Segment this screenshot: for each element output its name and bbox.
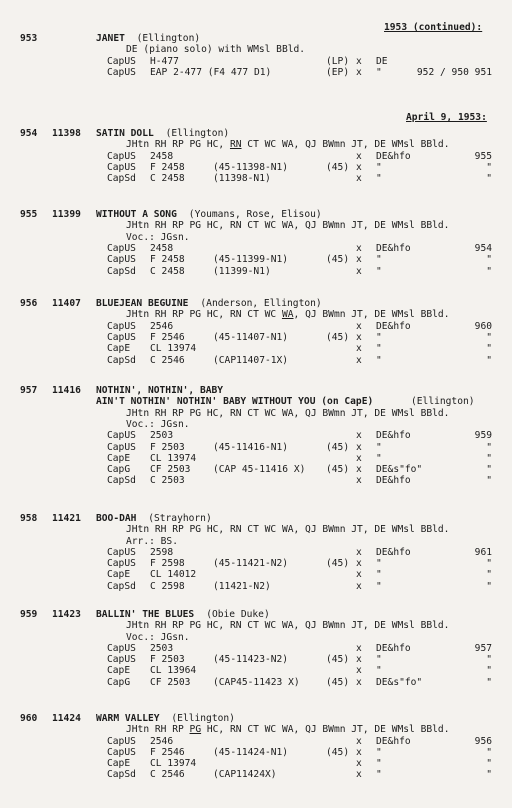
issue-mark: x [356,643,362,654]
personnel-line: JHtn RH RP PG HC, RN CT WC WA, QJ BWmn JT, DE WMsl BBld. [126,620,450,631]
issue-personnel-code: " [376,355,382,366]
cross-reference: " [486,355,492,366]
issue-matrix: (11399-N1) [213,266,271,277]
personnel-line: JHtn RH RP PG HC, RN CT WC WA, QJ BWmn JT, DE WMsl BBld. [126,309,450,320]
issue-mark: x [356,343,362,354]
composer: (Ellington) [136,33,201,44]
session-number: 956 [20,298,38,309]
cross-reference: 960 [474,321,492,332]
issue-number: F 2598 [150,558,185,569]
issue-personnel-code: DE&hfo [376,736,411,747]
issue-mark: x [356,151,362,162]
issue-matrix: (45-11423-N2) [213,654,289,665]
issue-number: 2503 [150,643,174,654]
matrix-number: 11416 [52,385,81,396]
issue-matrix: (45-11398-N1) [213,162,289,173]
issue-personnel-code: " [376,266,382,277]
issue-mark: x [356,758,362,769]
session-number: 954 [20,128,38,139]
issue-personnel-code: DE [376,56,388,67]
matrix-number: 11398 [52,128,81,139]
issue-label: CapUS [107,442,136,453]
issue-label: CapSd [107,266,136,277]
session-number: 958 [20,513,38,524]
issue-label: CapUS [107,321,136,332]
cross-reference: 954 [474,243,492,254]
vocal-credit: Voc.: JGsn. [126,232,190,243]
cross-reference: " [486,343,492,354]
issue-number: 2546 [150,321,174,332]
issue-label: CapUS [107,747,136,758]
personnel-line: JHtn RH RP PG HC, RN CT WC WA, QJ BWmn JT, DE WMsl BBld. [126,220,450,231]
issue-label: CapE [107,569,131,580]
cross-reference: 957 [474,643,492,654]
issue-personnel-code: " [376,758,382,769]
issue-speed: (45) [326,747,350,758]
issue-personnel-code: DE&hfo [376,243,411,254]
issue-number: 2598 [150,547,174,558]
issue-label: CapSd [107,173,136,184]
issue-label: CapG [107,677,131,688]
issue-mark: x [356,558,362,569]
issue-mark: x [356,442,362,453]
issue-speed: (45) [326,654,350,665]
issue-label: CapE [107,343,131,354]
issue-label: CapUS [107,654,136,665]
session-number: 959 [20,609,38,620]
issue-personnel-code: " [376,747,382,758]
personnel-line: JHtn RH RP PG HC, RN CT WC WA, QJ BWmn JT, DE WMsl BBld. [126,139,450,150]
issue-personnel-code: DE&hfo [376,321,411,332]
cross-reference: " [486,665,492,676]
alt-tune-title: AIN'T NOTHIN' NOTHIN' BABY WITHOUT YOU (on CapE) [96,396,374,407]
issue-mark: x [356,243,362,254]
issue-label: CapUS [107,736,136,747]
issue-mark: x [356,453,362,464]
issue-personnel-code: " [376,332,382,343]
session-number: 953 [20,33,38,44]
composer: (Ellington) [165,128,230,139]
issue-mark: x [356,769,362,780]
composer: (Ellington) [171,713,235,724]
issue-speed: (EP) [326,67,350,78]
issue-mark: x [356,665,362,676]
issue-number: CL 13964 [150,665,197,676]
issue-number: C 2458 [150,266,185,277]
issue-personnel-code: " [376,665,382,676]
issue-speed: (45) [326,558,350,569]
matrix-number: 11399 [52,209,81,220]
composer: (Obie Duke) [206,609,270,620]
issue-number: 2458 [150,151,174,162]
tune-title: NOTHIN', NOTHIN', BABY [96,385,224,396]
issue-personnel-code: DE&hfo [376,430,411,441]
personnel-line: JHtn RH RP PG HC, RN CT WC WA, QJ BWmn JT, DE WMsl BBld. [126,408,450,419]
issue-personnel-code: " [376,581,382,592]
matrix-number: 11424 [52,713,81,724]
issue-number: 2458 [150,243,174,254]
tune-title: BOO-DAH [96,513,137,524]
issue-speed: (45) [326,332,350,343]
issue-label: CapUS [107,243,136,254]
issue-mark: x [356,56,362,67]
issue-matrix: (CAP45-11423 X) [213,677,300,688]
issue-label: CapUS [107,558,136,569]
issue-number: EAP 2-477 (F4 477 D1) [150,67,272,78]
issue-number: 2546 [150,736,174,747]
issue-matrix: (45-11407-N1) [213,332,289,343]
issue-personnel-code: " [376,654,382,665]
cross-reference: " [486,162,492,173]
issue-personnel-code: DE&hfo [376,151,411,162]
issue-matrix: (45-11399-N1) [213,254,289,265]
issue-speed: (45) [326,254,350,265]
issue-personnel-code: " [376,769,382,780]
cross-reference: " [486,464,492,475]
cross-reference: 961 [474,547,492,558]
issue-number: CF 2503 [150,677,191,688]
tune-title: JANET [96,33,125,44]
issue-personnel-code: " [376,67,382,78]
issue-matrix: (CAP 45-11416 X) [213,464,306,475]
issue-number: F 2503 [150,654,185,665]
cross-reference: " [486,758,492,769]
continued-header: 1953 (continued): [384,22,483,33]
issue-personnel-code: DE&hfo [376,475,411,486]
issue-label: CapUS [107,254,136,265]
issue-mark: x [356,581,362,592]
issue-number: CL 13974 [150,758,197,769]
issue-personnel-code: " [376,569,382,580]
tune-title: SATIN DOLL [96,128,154,139]
composer: (Youmans, Rose, Elisou) [188,209,322,220]
cross-reference: " [486,677,492,688]
issue-number: CF 2503 [150,464,191,475]
issue-number: F 2458 [150,254,185,265]
cross-reference: " [486,332,492,343]
issue-matrix: (CAP11424X) [213,769,277,780]
session-number: 960 [20,713,38,724]
issue-mark: x [356,173,362,184]
matrix-number: 11407 [52,298,81,309]
issue-mark: x [356,654,362,665]
issue-label: CapUS [107,332,136,343]
issue-label: CapUS [107,151,136,162]
issue-mark: x [356,547,362,558]
issue-number: CL 13974 [150,343,197,354]
vocal-credit: Voc.: JGsn. [126,632,190,643]
arranger-credit: Arr.: BS. [126,536,178,547]
issue-speed: (45) [326,442,350,453]
issue-matrix: (11421-N2) [213,581,271,592]
issue-label: CapUS [107,56,136,67]
composer: (Strayhorn) [148,513,212,524]
session-number: 955 [20,209,38,220]
cross-reference: 952 / 950 951 [416,67,492,78]
issue-mark: x [356,677,362,688]
issue-label: CapUS [107,67,136,78]
issue-mark: x [356,355,362,366]
issue-number: CL 13974 [150,453,197,464]
issue-label: CapG [107,464,131,475]
issue-label: CapSd [107,475,136,486]
cross-reference: " [486,453,492,464]
issue-number: C 2546 [150,355,185,366]
issue-label: CapSd [107,355,136,366]
cross-reference: " [486,747,492,758]
cross-reference: " [486,475,492,486]
matrix-number: 11421 [52,513,81,524]
issue-label: CapE [107,665,131,676]
matrix-number: 11423 [52,609,81,620]
composer: (Anderson, Ellington) [200,298,322,309]
issue-personnel-code: " [376,162,382,173]
issue-label: CapSd [107,581,136,592]
issue-speed: (45) [326,677,350,688]
vocal-credit: Voc.: JGsn. [126,419,190,430]
issue-label: CapUS [107,547,136,558]
cross-reference: 959 [474,430,492,441]
issue-number: F 2503 [150,442,185,453]
issue-mark: x [356,266,362,277]
cross-reference: " [486,254,492,265]
issue-matrix: (45-11421-N2) [213,558,289,569]
issue-personnel-code: DE&hfo [376,643,411,654]
issue-mark: x [356,569,362,580]
cross-reference: " [486,442,492,453]
issue-number: C 2503 [150,475,185,486]
issue-number: H-477 [150,56,179,67]
issue-number: F 2546 [150,332,185,343]
issue-label: CapE [107,453,131,464]
cross-reference: " [486,654,492,665]
issue-speed: (LP) [326,56,350,67]
issue-mark: x [356,430,362,441]
issue-personnel-code: " [376,442,382,453]
cross-reference: " [486,581,492,592]
issue-number: 2503 [150,430,174,441]
issue-speed: (45) [326,162,350,173]
issue-personnel-code: " [376,254,382,265]
cross-reference: " [486,173,492,184]
issue-mark: x [356,475,362,486]
cross-reference: " [486,569,492,580]
issue-personnel-code: DE&s"fo" [376,677,423,688]
tune-title: WARM VALLEY [96,713,160,724]
issue-mark: x [356,332,362,343]
date-header: April 9, 1953: [406,112,487,123]
personnel-line: DE (piano solo) with WMsl BBld. [126,44,306,55]
issue-number: F 2458 [150,162,185,173]
issue-personnel-code: " [376,343,382,354]
cross-reference: " [486,558,492,569]
issue-mark: x [356,162,362,173]
issue-number: C 2458 [150,173,185,184]
cross-reference: 956 [474,736,492,747]
issue-number: CL 14012 [150,569,197,580]
personnel-line: JHtn RH RP PG HC, RN CT WC WA, QJ BWmn JT, DE WMsl BBld. [126,524,450,535]
issue-mark: x [356,67,362,78]
issue-matrix: (45-11424-N1) [213,747,289,758]
issue-speed: (45) [326,464,350,475]
issue-personnel-code: DE&s"fo" [376,464,423,475]
issue-label: CapUS [107,162,136,173]
tune-title: BLUEJEAN BEGUINE [96,298,189,309]
issue-personnel-code: DE&hfo [376,547,411,558]
tune-title: BALLIN' THE BLUES [96,609,195,620]
issue-personnel-code: " [376,453,382,464]
issue-label: CapUS [107,643,136,654]
issue-mark: x [356,321,362,332]
issue-mark: x [356,254,362,265]
issue-number: C 2546 [150,769,185,780]
session-number: 957 [20,385,38,396]
issue-label: CapUS [107,430,136,441]
issue-mark: x [356,747,362,758]
cross-reference: " [486,769,492,780]
personnel-line: JHtn RH RP PG HC, RN CT WC WA, QJ BWmn JT, DE WMsl BBld. [126,724,450,735]
composer: (Ellington) [411,396,475,407]
issue-matrix: (11398-N1) [213,173,271,184]
issue-matrix: (CAP11407-1X) [213,355,289,366]
issue-matrix: (45-11416-N1) [213,442,289,453]
issue-label: CapE [107,758,131,769]
issue-personnel-code: " [376,558,382,569]
issue-number: F 2546 [150,747,185,758]
tune-title: WITHOUT A SONG [96,209,177,220]
cross-reference: 955 [474,151,492,162]
issue-personnel-code: " [376,173,382,184]
issue-label: CapSd [107,769,136,780]
issue-mark: x [356,736,362,747]
issue-number: C 2598 [150,581,185,592]
issue-mark: x [356,464,362,475]
cross-reference: " [486,266,492,277]
